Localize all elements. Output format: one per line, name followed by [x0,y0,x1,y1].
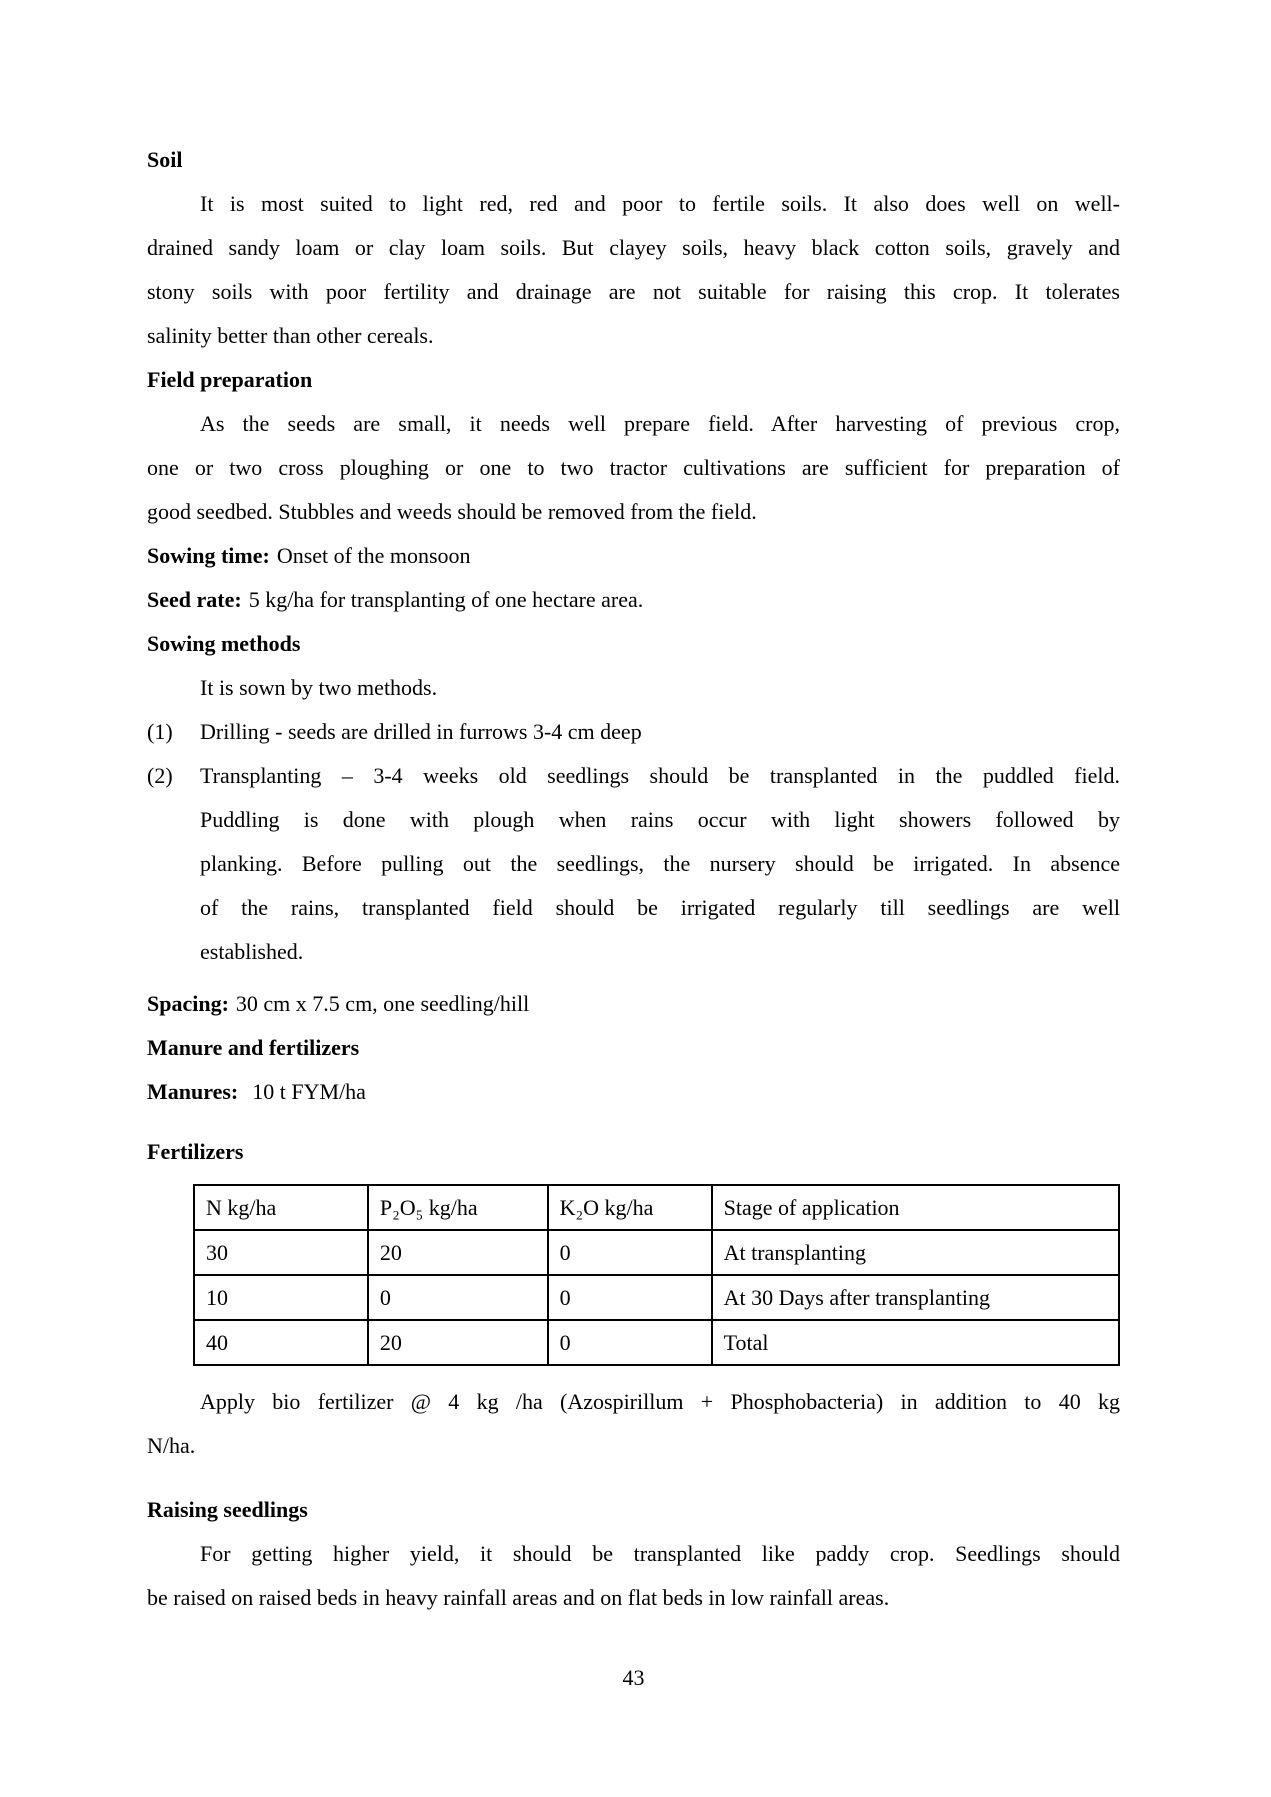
text-line: N/ha. [147,1433,196,1458]
soil-paragraph [147,182,1120,358]
manures-value: 10 t FYM/ha [252,1079,366,1104]
text-line: established. [200,939,304,964]
text-line: Transplanting – 3-4 weeks old seedlings should be transplanted in the puddled field. [200,763,1120,788]
sowing-time-row [147,534,1120,578]
table-cell: 40 [194,1320,368,1365]
table-cell: At 30 Days after transplanting [712,1275,1119,1320]
text-line: planking. Before pulling out the seedlings, the nursery should be irrigated. In absence [200,851,1120,876]
sowing-time-label: Sowing time: [147,543,270,568]
sowing-intro: It is sown by two methods. [200,675,438,700]
list-marker: (1) [147,719,173,744]
text-line: Drilling - seeds are drilled in furrows 3-4 cm deep [200,719,642,744]
method-item-drilling [147,710,1120,754]
text-line: As the seeds are small, it needs well prepare field. After harvesting of previous crop, [200,411,1120,436]
text-line: good seedbed. Stubbles and weeds should be removed from the field. [147,499,757,524]
bio-fertilizer-paragraph [147,1380,1120,1468]
section-heading-sowing-methods: Sowing methods [147,631,301,656]
text-line: of the rains, transplanted field should be irrigated regularly till seedlings are well [200,895,1120,920]
seed-rate-row [147,578,1120,622]
table-cell: 0 [548,1275,712,1320]
manures-row [147,1070,1120,1114]
list-marker: (2) [147,763,173,788]
table-header-cell: N kg/ha [194,1185,368,1230]
section-heading-soil: Soil [147,147,183,172]
spacing-label: Spacing: [147,991,229,1016]
text-line: For getting higher yield, it should be transplanted like paddy crop. Seedlings should [200,1541,1120,1566]
text-line: It is most suited to light red, red and poor to fertile soils. It also does well on well- [200,191,1120,216]
table-cell: At transplanting [712,1230,1119,1275]
section-heading-field-preparation: Field preparation [147,367,313,392]
method-text [200,754,1120,974]
text-line: stony soils with poor fertility and drainage are not suitable for raising this crop. It tolerates [147,279,1120,304]
raising-seedlings-paragraph [147,1532,1120,1620]
table-cell: 0 [368,1275,548,1320]
manures-label: Manures: [147,1079,239,1104]
table-row [194,1275,1119,1320]
sowing-time-value: Onset of the monsoon [276,543,471,568]
table-cell: Total [712,1320,1119,1365]
table-header-cell: K₂O kg/ha [548,1185,712,1230]
table-cell: 0 [548,1230,712,1275]
table-cell: 30 [194,1230,368,1275]
table-row [194,1230,1119,1275]
fertilizer-table [193,1184,1120,1366]
section-heading-manure-fertilizers: Manure and fertilizers [147,1035,360,1060]
method-item-transplanting [147,754,1120,974]
table-header-cell: P₂O₅ kg/ha [368,1185,548,1230]
table-cell: 10 [194,1275,368,1320]
spacing-value: 30 cm x 7.5 cm, one seedling/hill [235,991,530,1016]
field-preparation-paragraph [147,402,1120,534]
spacing-row [147,982,1120,1026]
table-cell: 0 [548,1320,712,1365]
text-line: Apply bio fertilizer @ 4 kg /ha (Azospirillum + Phosphobacteria) in addition to 40 kg [200,1389,1120,1414]
page-number: 43 [622,1665,645,1690]
table-cell: 20 [368,1230,548,1275]
text-line: drained sandy loam or clay loam soils. But clayey soils, heavy black cotton soils, gravely and [147,235,1120,260]
text-line: be raised on raised beds in heavy rainfall areas and on flat beds in low rainfall areas. [147,1585,890,1610]
seed-rate-label: Seed rate: [147,587,242,612]
method-text [200,710,1120,754]
section-heading-fertilizers: Fertilizers [147,1139,244,1164]
table-row [194,1320,1119,1365]
text-line: salinity better than other cereals. [147,323,434,348]
table-header-row [194,1185,1119,1230]
seed-rate-value: 5 kg/ha for transplanting of one hectare area. [248,587,644,612]
section-heading-raising-seedlings: Raising seedlings [147,1497,308,1522]
text-line: Puddling is done with plough when rains occur with light showers followed by [200,807,1120,832]
table-header-cell: Stage of application [712,1185,1119,1230]
table-cell: 20 [368,1320,548,1365]
text-line: one or two cross ploughing or one to two tractor cultivations are sufficient for preparation of [147,455,1120,480]
page-content [147,138,1120,1700]
